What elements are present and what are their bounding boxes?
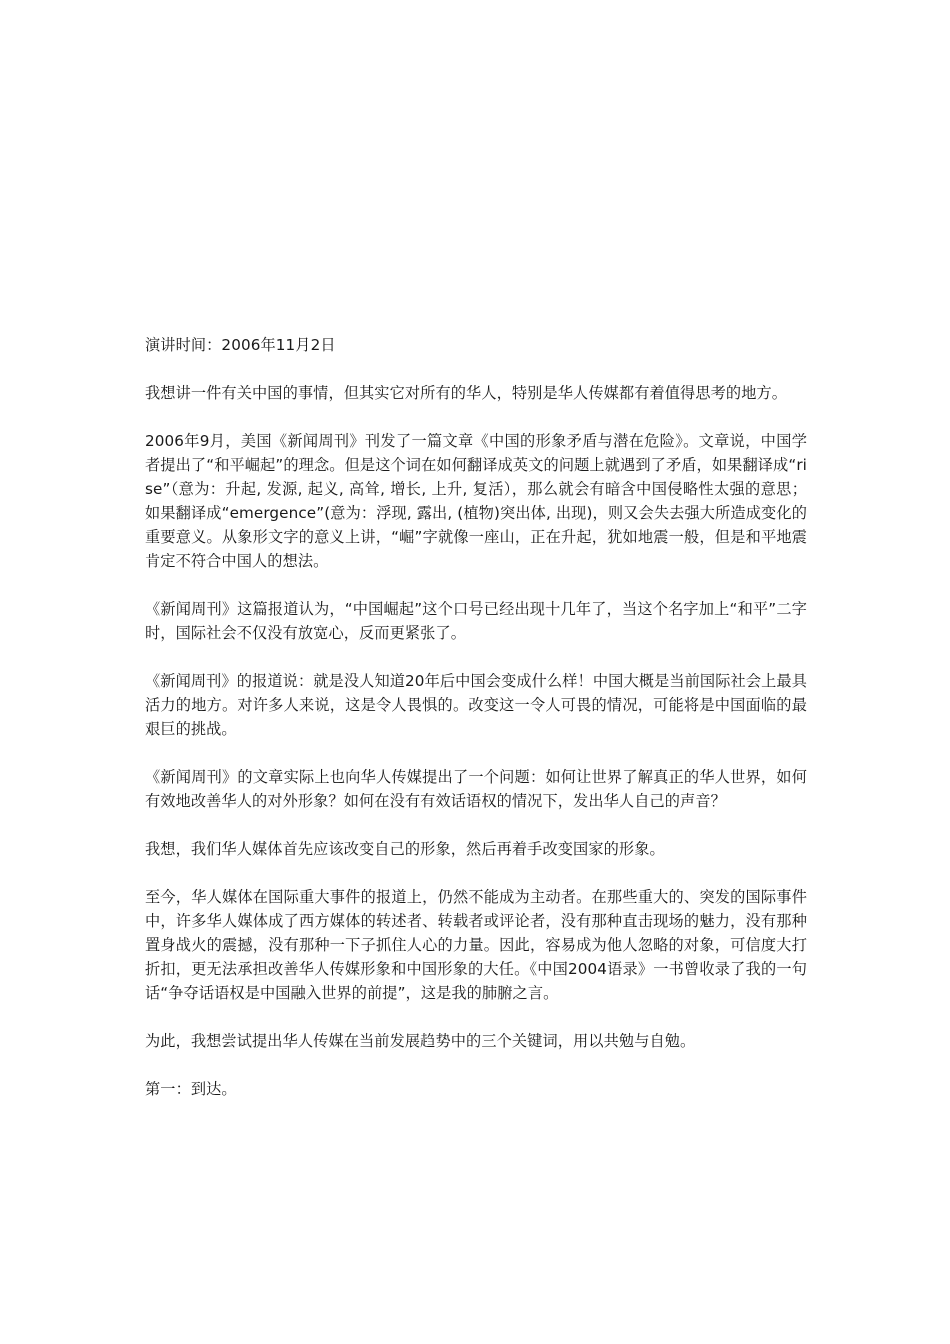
paragraph-keywords-intro: 为此，我想尝试提出华人传媒在当前发展趋势中的三个关键词，用以共勉与自勉。 — [145, 1032, 696, 1050]
paragraph-newsweek-quote: 《新闻周刊》的报道说：就是没人知道20年后中国会变成什么样！中国大概是当前国际社会上最具活力的地方。对许多人来说，这是令人畏惧的。改变这一令人可畏的情况，可能将是中国面临的最艰巨的挑战。 — [145, 672, 807, 738]
paragraph-change-image: 我想，我们华人媒体首先应该改变自己的形象，然后再着手改变国家的形象。 — [145, 840, 665, 858]
paragraph-first-keyword: 第一：到达。 — [145, 1080, 237, 1098]
paragraph-question: 《新闻周刊》的文章实际上也向华人传媒提出了一个问题：如何让世界了解真正的华人世界，如何有效地改善华人的对外形象？如何在没有有效话语权的情况下，发出华人自己的声音？ — [145, 768, 807, 810]
paragraph-intro: 我想讲一件有关中国的事情，但其实它对所有的华人，特别是华人传媒都有着值得思考的地方。 — [145, 384, 788, 402]
speech-date: 演讲时间：2006年11月2日 — [145, 336, 336, 354]
paragraph-newsweek-report: 《新闻周刊》这篇报道认为，“中国崛起”这个口号已经出现十几年了，当这个名字加上“和平”二字时，国际社会不仅没有放宽心，反而更紧张了。 — [145, 600, 807, 642]
paragraph-media-status: 至今，华人媒体在国际重大事件的报道上，仍然不能成为主动者。在那些重大的、突发的国际事件中，许多华人媒体成了西方媒体的转述者、转载者或评论者，没有那种直击现场的魅力，没有那种置身战火的震撼，没有那种一下子抓住人心的力量。因此，容易成为他人忽略的对象，可信度大打折扣，更无法承担改善华人传媒形象和中国形象的大任。《中国2004语录》一书曾收录了我的一句话“争夺话语权是中国融入世界的前提”，这是我的肺腑之言。 — [145, 888, 807, 1002]
paragraph-newsweek-article: 2006年9月，美国《新闻周刊》刊发了一篇文章《中国的形象矛盾与潜在危险》。文章说，中国学者提出了“和平崛起”的理念。但是这个词在如何翻译成英文的问题上就遇到了矛盾，如果翻译成“rise”（意为：升起, 发源, 起义, 高耸, 增长, 上升, 复活），那么就会有暗含中国侵略性太强的意思；如果翻译成“emergence”(意为：浮现, 露出, (植物)突出体, 出现)，则又会失去强大所造成变化的重要意义。从象形文字的意义上讲，“崛”字就像一座山，正在升起，犹如地震一般，但是和平地震肯定不符合中国人的想法。 — [145, 432, 807, 570]
document-body — [145, 333, 807, 1125]
